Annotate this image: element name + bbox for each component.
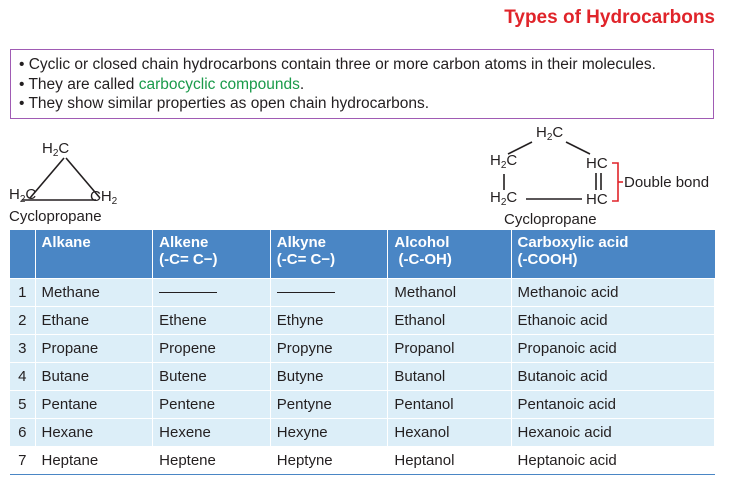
dash-cell	[270, 278, 388, 306]
info-highlight: carbocyclic compounds	[138, 75, 300, 93]
header-alkane: Alkane	[35, 230, 153, 278]
info-box	[10, 49, 714, 119]
table-row: 4 Butane Butene Butyne Butanol Butanoic acid	[10, 362, 715, 390]
caption-left: Cyclopropane	[9, 208, 102, 225]
label-h2c-left: $H_2C$	[9, 186, 37, 205]
cyclopropane-structure-left	[8, 138, 138, 230]
dash-cell	[153, 278, 271, 306]
header-number	[10, 230, 35, 278]
double-bond-label: Double bond	[624, 174, 710, 191]
label-h2c-left-bottom: $H_2C$	[490, 189, 518, 208]
info-line-3: They show similar properties as open chain hydrocarbons.	[28, 95, 430, 112]
label-hc-bottom: HC	[586, 191, 608, 208]
info-line-2-suffix: .	[299, 75, 305, 93]
info-line-2-prefix: They are called	[28, 75, 139, 93]
header-carboxylic-acid: Carboxylic acid (-COOH)	[511, 230, 714, 278]
table-row: 5 Pentane Pentene Pentyne Pentanol Pentanoic acid	[10, 390, 715, 418]
hydrocarbon-table	[10, 230, 715, 475]
info-line-1: Cyclic or closed chain hydrocarbons contain three or more carbon atoms in their molecules.	[28, 56, 656, 73]
header-alkyne: Alkyne (-C= C−)	[270, 230, 388, 278]
header-alcohol: Alcohol (-C-OH)	[388, 230, 511, 278]
table-row: 7 Heptane Heptene Heptyne Heptanol Heptanoic acid	[10, 446, 715, 474]
caption-right: Cyclopropane	[504, 211, 597, 228]
table-row: 2 Ethane Ethene Ethyne Ethanol Ethanoic acid	[10, 306, 715, 334]
label-h2c-left-top: $H_2C$	[490, 152, 518, 171]
info-bullet-1: • Cyclic or closed chain hydrocarbons contain three or more carbon atoms in their molecules.	[19, 56, 656, 73]
page-title: Types of Hydrocarbons	[504, 7, 715, 28]
cyclic-structure-right	[488, 122, 718, 230]
table-row: 1 Methane Methanol Methanoic acid	[10, 278, 715, 306]
info-bullet-2: • They are called carbocyclic compounds.	[19, 75, 305, 93]
label-ch2-right: $CH_2$	[90, 188, 118, 207]
label-h2c-top: $H_2C$	[42, 140, 70, 159]
table-row: 6 Hexane Hexene Hexyne Hexanol Hexanoic acid	[10, 418, 715, 446]
info-bullet-3: • They show similar properties as open chain hydrocarbons.	[19, 95, 430, 112]
table-row: 3 Propane Propene Propyne Propanol Propanoic acid	[10, 334, 715, 362]
table-header-row	[10, 230, 715, 278]
label-h2c-top: $H_2C$	[536, 124, 564, 143]
header-alkene: Alkene (-C= C−)	[153, 230, 271, 278]
label-hc-top: HC	[586, 155, 608, 172]
